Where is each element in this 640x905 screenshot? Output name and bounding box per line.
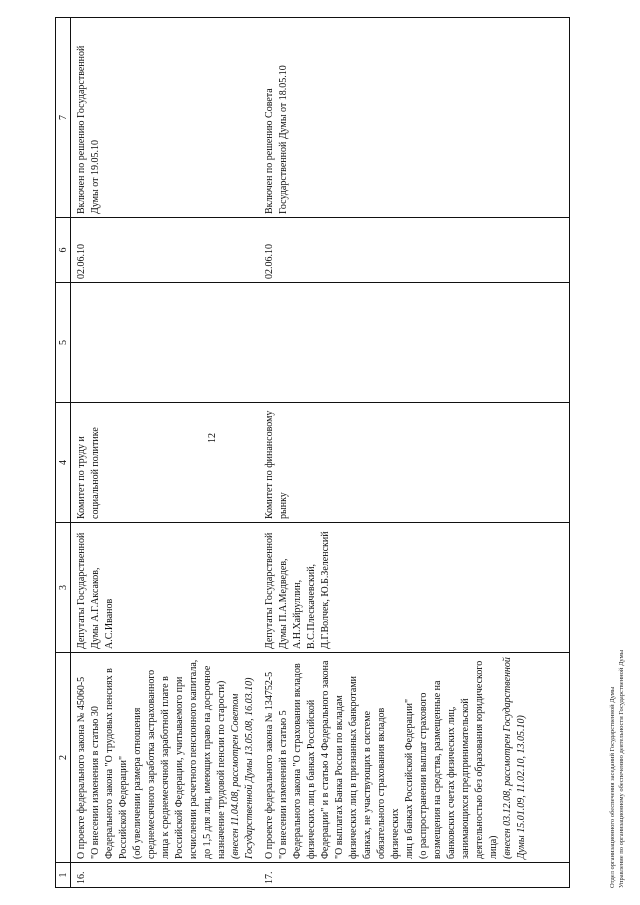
row-number: 17. (259, 863, 570, 888)
bill-title-line: банковских счетах физических лиц, (446, 706, 457, 859)
bill-title-line: среднемесячного заработка застрахованного (146, 669, 157, 859)
footer-line-2: Управление по организационному обеспечению деятельности Государственной Думы (618, 649, 625, 888)
bill-title-line: возмещения на средства, размещенные на (432, 680, 443, 859)
row-number: 16. (71, 863, 260, 888)
bill-status: Включен по решению Совета Государственной Думы от 18.05.10 (259, 18, 570, 218)
table-row (259, 18, 570, 888)
bill-title-line: (об увеличении размера отношения (132, 707, 143, 859)
bill-title-line: Федерального закона "О трудовых пенсиях в (104, 668, 115, 859)
bill-title-line: О проекте федерального закона № 45060-5 (76, 676, 87, 859)
bill-title-line: лиц в банках Российской Федерации" (404, 698, 415, 859)
bill-title-line: деятельностью без образования юридического (474, 660, 485, 859)
bill-title (259, 653, 570, 863)
responsible-committee: Комитет по финансовому рынку (259, 403, 570, 523)
table-row (71, 18, 260, 888)
bills-table (55, 17, 570, 888)
bill-title-line: Федерального закона "О страховании вкладов (292, 663, 303, 859)
bill-title-line: Федерации" и в статью 4 Федерального закона (320, 660, 331, 859)
bill-status: Включен по решению Государственной Думы от 19.05.10 (71, 18, 260, 218)
document-page (55, 18, 635, 888)
bill-title-line: "О внесении изменения в статью 30 (90, 706, 101, 859)
column-5-cell (71, 283, 260, 403)
bill-title-line: назначение трудовой пенсии по старости) (216, 680, 227, 859)
bill-authors: Депутаты Государственной Думы П.А.Медведев, А.Н.Хайруллин, В.С.Плескачевский, Д.Г.Волчек, Ю.Б.Зеленский (259, 523, 570, 653)
bill-title-line: занимающихся предпринимательской (460, 698, 471, 859)
responsible-committee: Комитет по труду и социальной политике (71, 403, 260, 523)
bill-title-line: обязательного страхования вкладов физических (376, 707, 401, 859)
bill-title-line: лица) (488, 835, 499, 859)
bill-title-line: до 1,5 для лиц, имеющих право на досрочное (202, 665, 213, 859)
column-header-2: 2 (56, 653, 71, 863)
header-row (56, 18, 71, 888)
column-header-3: 3 (56, 523, 71, 653)
review-date: 02.06.10 (71, 218, 260, 283)
bill-title-line: лица к среднемесячной заработной плате в (160, 676, 171, 859)
page-number: 12 (207, 433, 218, 443)
column-header-6: 6 (56, 218, 71, 283)
bill-title (71, 653, 260, 863)
bill-note: (внесен 03.12.08, рассмотрен Государственной Думы 15.01.09, 11.02.10, 13.05.10) (502, 657, 527, 859)
column-header-5: 5 (56, 283, 71, 403)
footer-line-1: Отдел организационного обеспечения заседаний Государственной Думы (609, 686, 616, 888)
bill-title-line: Российской Федерации" (118, 755, 129, 859)
bill-title-line: физических лиц в признанных банкротами (348, 676, 359, 859)
bill-title-line: Российской Федерации, учитываемого при (174, 676, 185, 859)
bill-title-line: "О внесении изменений в статью 5 (278, 710, 289, 859)
bill-title-line: (о распространении выплат страхового (418, 692, 429, 859)
bill-title-line: исчислении расчетного пенсионного капитала, (188, 659, 199, 859)
column-header-7: 7 (56, 18, 71, 218)
bill-title-line: О проекте федерального закона № 134752-5 (264, 671, 275, 859)
bill-title-line: банках, не участвующих в системе (362, 710, 373, 859)
column-header-1: 1 (56, 863, 71, 888)
page-footer (608, 468, 626, 888)
column-5-cell (259, 283, 570, 403)
bill-title-line: "О выплатах Банка России по вкладам (334, 695, 345, 859)
column-header-4: 4 (56, 403, 71, 523)
bill-note: (внесен 11.04.08, рассмотрен Советом Государственной Думы 13.05.08, 16.03.10) (230, 677, 255, 859)
review-date: 02.06.10 (259, 218, 570, 283)
bill-title-line: физических лиц в банках Российской (306, 699, 317, 859)
bill-authors: Депутаты Государственной Думы А.Г.Аксаков, А.С.Иванов (71, 523, 260, 653)
